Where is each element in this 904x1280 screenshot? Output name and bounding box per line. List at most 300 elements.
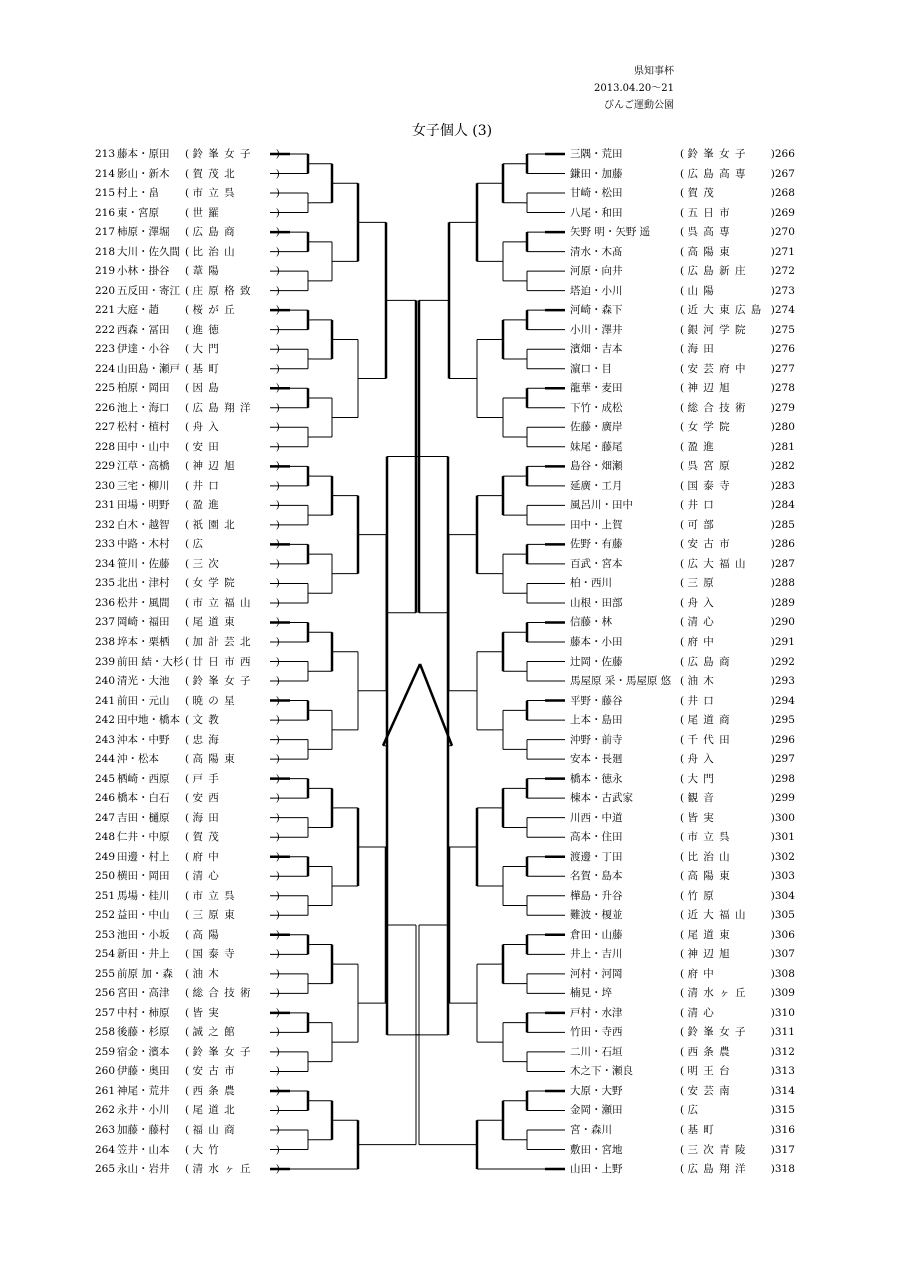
entry-seed: 245 xyxy=(95,772,116,785)
paren-close: ) xyxy=(272,245,280,258)
entry-row xyxy=(570,984,795,1002)
entry-row xyxy=(570,243,795,261)
entry-row xyxy=(570,867,795,885)
paren-close: ) xyxy=(272,148,280,160)
entry-seed: 275 xyxy=(774,323,795,336)
entry-row xyxy=(570,535,795,553)
entry-seed: 255 xyxy=(95,967,116,980)
entry-seed: 302 xyxy=(774,850,795,863)
entry-names: 小林・掛谷 xyxy=(117,265,170,278)
paren-close: ) xyxy=(767,1006,775,1019)
entry-names: 山田島・瀬戸 xyxy=(117,362,180,375)
paren-close: ) xyxy=(767,265,775,278)
entry-names: 柏・西川 xyxy=(570,577,612,590)
entry-seed: 283 xyxy=(774,479,795,492)
paren-close: ) xyxy=(767,1045,775,1058)
paren-open: ( xyxy=(185,518,193,531)
entry-names: 信藤・林 xyxy=(570,616,612,629)
entry-school: 三 次 xyxy=(192,557,220,570)
entry-row xyxy=(570,1121,795,1139)
paren-close: ) xyxy=(272,694,280,707)
paren-close: ) xyxy=(767,167,775,180)
entry-school: 庄 原 格 致 xyxy=(192,284,252,297)
entry-row xyxy=(95,1082,280,1100)
paren-close: ) xyxy=(767,1065,775,1078)
entry-seed: 236 xyxy=(95,596,116,609)
entry-seed: 265 xyxy=(95,1163,116,1176)
entry-school: 舟 入 xyxy=(192,421,220,434)
paren-open: ( xyxy=(680,616,688,629)
entry-school: 尾 道 北 xyxy=(192,1104,236,1117)
entry-school: 安 古 市 xyxy=(192,1065,236,1078)
event-name: 県知事杯 xyxy=(634,66,674,77)
entry-names: 池上・海口 xyxy=(117,401,170,414)
entry-seed: 257 xyxy=(95,1006,116,1019)
paren-open: ( xyxy=(185,967,193,980)
paren-close: ) xyxy=(767,577,775,590)
entry-school: 戸 手 xyxy=(192,772,220,785)
entry-row xyxy=(570,945,795,963)
entry-school: 府 中 xyxy=(687,967,715,980)
entry-seed: 299 xyxy=(774,792,795,805)
entry-seed: 233 xyxy=(95,538,116,551)
entry-seed: 281 xyxy=(774,440,795,453)
entry-names: 金岡・瀬田 xyxy=(570,1104,623,1117)
entry-seed: 304 xyxy=(774,889,795,902)
entry-names: 安本・長廻 xyxy=(570,753,623,766)
entry-row xyxy=(95,223,280,241)
entry-school: 進 徳 xyxy=(192,323,220,336)
paren-open: ( xyxy=(185,655,193,668)
entry-seed: 225 xyxy=(95,382,116,395)
entry-seed: 230 xyxy=(95,479,116,492)
entry-school: 井 口 xyxy=(687,694,715,707)
paren-open: ( xyxy=(680,1084,688,1097)
entry-school: 女 学 院 xyxy=(687,421,731,434)
entry-school: 三 原 xyxy=(687,577,715,590)
entry-school: 三 原 東 xyxy=(192,909,236,922)
entry-seed: 274 xyxy=(774,304,795,317)
paren-close: ) xyxy=(272,479,280,492)
entry-seed: 242 xyxy=(95,714,116,727)
entry-school: 皆 実 xyxy=(192,1006,220,1019)
entry-names: 八尾・和田 xyxy=(570,206,623,219)
entry-names: 二川・石垣 xyxy=(570,1045,623,1058)
entry-names: 加藤・藤村 xyxy=(117,1124,170,1136)
paren-close: ) xyxy=(767,1163,775,1176)
entry-names: 百武・宮本 xyxy=(570,557,623,570)
entry-seed: 229 xyxy=(95,460,116,473)
paren-close: ) xyxy=(767,1124,775,1136)
paren-close: ) xyxy=(767,1104,775,1117)
entry-school: 廿 日 市 西 xyxy=(192,655,252,668)
paren-close: ) xyxy=(272,187,280,200)
entry-seed: 263 xyxy=(95,1124,116,1136)
entry-school: 賀 茂 xyxy=(192,831,220,844)
paren-close: ) xyxy=(767,987,775,1000)
paren-close: ) xyxy=(272,557,280,570)
entry-row xyxy=(95,789,280,807)
paren-open: ( xyxy=(185,323,193,336)
entry-seed: 232 xyxy=(95,518,116,531)
entry-school: 鈴 峯 女 子 xyxy=(687,1026,747,1039)
entry-row xyxy=(570,1004,795,1022)
paren-close: ) xyxy=(272,284,280,297)
entry-school: 尾 道 東 xyxy=(687,928,731,941)
entry-seed: 216 xyxy=(95,206,116,219)
paren-close: ) xyxy=(767,1026,775,1039)
entry-school: 高 陽 東 xyxy=(687,245,731,258)
paren-close: ) xyxy=(767,889,775,902)
paren-close: ) xyxy=(767,382,775,395)
entry-seed: 264 xyxy=(95,1143,116,1156)
paren-open: ( xyxy=(185,1104,193,1117)
entry-names: 益田・中山 xyxy=(117,909,170,922)
entry-seed: 240 xyxy=(95,675,116,688)
entry-seed: 214 xyxy=(95,167,116,180)
entry-school: 観 音 xyxy=(687,792,715,805)
paren-open: ( xyxy=(185,928,193,941)
entry-school: 桜 が 丘 xyxy=(192,304,236,317)
entry-seed: 219 xyxy=(95,265,116,278)
paren-open: ( xyxy=(185,792,193,805)
entry-school: 千 代 田 xyxy=(687,733,731,746)
paren-open: ( xyxy=(680,538,688,551)
entry-seed: 221 xyxy=(95,304,116,317)
paren-open: ( xyxy=(185,616,193,629)
entry-school: 尾 道 商 xyxy=(687,714,731,727)
entry-row xyxy=(95,145,280,163)
entry-seed: 228 xyxy=(95,440,116,453)
paren-open: ( xyxy=(680,967,688,980)
entry-school: 市 立 呉 xyxy=(192,187,236,200)
entry-names: 渡邊・丁田 xyxy=(570,850,623,863)
entry-names: 田中・山中 xyxy=(117,440,170,453)
paren-close: ) xyxy=(767,850,775,863)
paren-close: ) xyxy=(767,636,775,648)
paren-open: ( xyxy=(680,1045,688,1058)
paren-open: ( xyxy=(185,577,193,590)
entry-seed: 285 xyxy=(774,518,795,531)
entry-seed: 227 xyxy=(95,421,116,434)
entry-seed: 241 xyxy=(95,694,116,707)
entry-row xyxy=(95,887,280,905)
entry-seed: 282 xyxy=(774,460,795,473)
entry-names: 五反田・寄江 xyxy=(117,284,180,297)
paren-close: ) xyxy=(272,792,280,805)
paren-open: ( xyxy=(185,1163,193,1176)
entry-school: 忠 海 xyxy=(192,733,220,746)
paren-open: ( xyxy=(185,499,193,512)
entry-row xyxy=(95,1160,280,1178)
entry-names: 横田・岡田 xyxy=(117,870,170,883)
entry-school: 広 島 翔 洋 xyxy=(687,1163,747,1176)
entry-seed: 223 xyxy=(95,343,116,356)
entry-school: 三 次 青 陵 xyxy=(687,1143,747,1156)
entry-row xyxy=(95,399,280,417)
entry-names: 新田・井上 xyxy=(117,948,170,961)
entry-school: 基 町 xyxy=(192,362,220,375)
paren-open: ( xyxy=(185,850,193,863)
entry-school: 文 教 xyxy=(192,714,220,727)
entry-names: 宮田・高津 xyxy=(117,987,170,1000)
paren-close: ) xyxy=(767,499,775,512)
entry-school: 加 計 芸 北 xyxy=(192,636,252,648)
paren-open: ( xyxy=(185,187,193,200)
entry-school: 西 条 農 xyxy=(687,1045,731,1058)
entry-row xyxy=(95,711,280,729)
paren-close: ) xyxy=(272,1163,280,1176)
entry-row xyxy=(95,867,280,885)
entry-names: 西森・冨田 xyxy=(117,323,170,336)
entry-seed: 218 xyxy=(95,245,116,258)
entry-school: 広 島 商 xyxy=(192,226,236,239)
entry-row xyxy=(95,750,280,768)
entry-seed: 243 xyxy=(95,733,116,746)
entry-names: 辻岡・佐藤 xyxy=(570,655,623,668)
entry-school: 清 水 ヶ 丘 xyxy=(687,987,747,1000)
entry-school: 舟 入 xyxy=(687,753,715,766)
paren-open: ( xyxy=(680,304,688,317)
paren-close: ) xyxy=(767,479,775,492)
entry-seed: 217 xyxy=(95,226,116,239)
entry-names: 上本・島田 xyxy=(570,714,623,727)
entry-names: 楠見・埣 xyxy=(570,987,612,1000)
entry-names: 佐野・有藤 xyxy=(570,538,623,551)
entry-names: 池田・小坂 xyxy=(117,928,170,941)
entry-school: 盈 進 xyxy=(192,499,220,512)
entry-school: 誠 之 館 xyxy=(192,1026,236,1039)
entry-row xyxy=(95,653,280,671)
entry-names: 三宅・柳川 xyxy=(117,479,170,492)
entry-row xyxy=(95,1043,280,1061)
entry-names: 沖・松本 xyxy=(117,753,159,766)
entry-names: 名賀・島本 xyxy=(570,870,623,883)
bracket-line xyxy=(383,664,420,746)
paren-close: ) xyxy=(272,1045,280,1058)
entry-seed: 258 xyxy=(95,1026,116,1039)
entry-row xyxy=(95,965,280,983)
entry-seed: 278 xyxy=(774,382,795,395)
paren-close: ) xyxy=(272,616,280,629)
entry-school: 広 島 高 専 xyxy=(687,167,747,180)
entry-seed: 306 xyxy=(774,928,795,941)
entry-row xyxy=(570,399,795,417)
entry-school: 広 xyxy=(687,1104,699,1117)
paren-open: ( xyxy=(680,362,688,375)
entry-seed: 253 xyxy=(95,928,116,941)
entry-school: 市 立 福 山 xyxy=(192,596,252,609)
paren-close: ) xyxy=(767,187,775,200)
entry-names: 田中・上賀 xyxy=(570,518,623,531)
entry-row xyxy=(95,1023,280,1041)
paren-open: ( xyxy=(185,675,193,688)
paren-close: ) xyxy=(272,382,280,395)
entry-row xyxy=(570,1141,795,1159)
entry-names: 延廣・工月 xyxy=(570,479,623,492)
entry-school: 神 辺 旭 xyxy=(687,382,731,395)
paren-close: ) xyxy=(767,733,775,746)
entry-row xyxy=(95,1062,280,1080)
entry-seed: 315 xyxy=(774,1104,795,1117)
entry-names: 江草・高橋 xyxy=(117,460,170,473)
entry-seed: 239 xyxy=(95,655,116,668)
entry-names: 伊藤・奥田 xyxy=(117,1065,170,1078)
entry-seed: 293 xyxy=(774,675,795,688)
paren-open: ( xyxy=(680,1026,688,1039)
entry-names: 橋本・白石 xyxy=(117,792,170,805)
entry-school: 呉 宮 原 xyxy=(687,460,731,473)
entry-row xyxy=(570,145,795,163)
entry-names: 戸村・水津 xyxy=(570,1006,623,1019)
entry-school: 葦 陽 xyxy=(192,265,220,278)
entry-seed: 244 xyxy=(95,753,116,766)
entry-row xyxy=(570,1101,795,1119)
paren-close: ) xyxy=(272,714,280,727)
entry-row xyxy=(95,848,280,866)
entry-row xyxy=(570,301,795,319)
paren-open: ( xyxy=(185,987,193,1000)
paren-close: ) xyxy=(272,577,280,590)
entry-names: 大川・佐久間 xyxy=(117,245,180,258)
entry-seed: 314 xyxy=(774,1084,795,1097)
entry-row xyxy=(570,1082,795,1100)
entry-school: 鈴 峯 女 子 xyxy=(192,148,252,160)
paren-open: ( xyxy=(680,1065,688,1078)
paren-close: ) xyxy=(272,909,280,922)
paren-close: ) xyxy=(272,753,280,766)
entry-names: 柏原・岡田 xyxy=(117,382,170,395)
entry-school: 安 古 市 xyxy=(687,538,731,551)
entry-seed: 234 xyxy=(95,557,116,570)
entry-names: 山田・上野 xyxy=(570,1163,623,1176)
paren-open: ( xyxy=(680,167,688,180)
entry-school: 総 合 技 術 xyxy=(192,987,252,1000)
entry-names: 村上・畠 xyxy=(117,187,159,200)
paren-close: ) xyxy=(767,870,775,883)
entry-school: 国 泰 寺 xyxy=(687,479,731,492)
paren-close: ) xyxy=(272,948,280,961)
entry-seed: 301 xyxy=(774,831,795,844)
entry-school: 西 条 農 xyxy=(192,1084,236,1097)
paren-open: ( xyxy=(680,1163,688,1176)
entry-names: 倉田・山藤 xyxy=(570,928,623,941)
entry-row xyxy=(570,574,795,592)
entry-school: 高 陽 xyxy=(192,928,220,941)
entry-school: 大 門 xyxy=(687,772,715,785)
entry-seed: 308 xyxy=(774,967,795,980)
entry-row xyxy=(570,1160,795,1178)
entry-school: 大 門 xyxy=(192,343,220,356)
event-venue: びんご運動公園 xyxy=(604,100,674,111)
entry-school: 神 辺 旭 xyxy=(687,948,731,961)
paren-close: ) xyxy=(767,421,775,434)
entry-names: 沖野・前寺 xyxy=(570,733,623,746)
entry-seed: 294 xyxy=(774,694,795,707)
paren-close: ) xyxy=(767,655,775,668)
entry-names: 松村・植村 xyxy=(117,421,170,434)
entry-row xyxy=(95,360,280,378)
paren-open: ( xyxy=(680,440,688,453)
entry-row xyxy=(95,906,280,924)
entry-school: 山 陽 xyxy=(687,284,715,297)
paren-open: ( xyxy=(680,694,688,707)
entry-school: 盈 進 xyxy=(687,440,715,453)
paren-open: ( xyxy=(680,460,688,473)
entry-names: 河村・河岡 xyxy=(570,967,623,980)
entry-row xyxy=(95,184,280,202)
entry-row xyxy=(570,496,795,514)
entry-row xyxy=(570,887,795,905)
entry-row xyxy=(570,555,795,573)
entry-seed: 215 xyxy=(95,187,116,200)
entry-school: 女 学 院 xyxy=(192,577,236,590)
paren-open: ( xyxy=(680,499,688,512)
entry-row xyxy=(95,770,280,788)
entry-names: 前田 結・大杉 xyxy=(117,655,184,668)
paren-close: ) xyxy=(272,362,280,375)
entry-names: 平野・藤谷 xyxy=(570,694,623,707)
entry-school: 市 立 呉 xyxy=(192,889,236,902)
entry-seed: 250 xyxy=(95,870,116,883)
entry-school: 油 木 xyxy=(192,967,220,980)
entry-names: 竹田・寺西 xyxy=(570,1026,623,1039)
paren-close: ) xyxy=(767,909,775,922)
entry-row xyxy=(570,848,795,866)
paren-open: ( xyxy=(680,479,688,492)
paren-open: ( xyxy=(185,401,193,414)
entry-names: 影山・新木 xyxy=(117,167,170,180)
entry-names: 前田・元山 xyxy=(117,694,170,707)
paren-open: ( xyxy=(680,343,688,356)
entry-row xyxy=(570,418,795,436)
entry-names: 濱畑・吉本 xyxy=(570,343,623,356)
paren-close: ) xyxy=(272,440,280,453)
entry-names: 柿原・澤堀 xyxy=(117,226,170,239)
entry-row xyxy=(570,692,795,710)
paren-close: ) xyxy=(272,596,280,609)
entry-names: 龍華・麦田 xyxy=(570,382,623,395)
entry-school: 広 島 商 xyxy=(687,655,731,668)
paren-close: ) xyxy=(767,792,775,805)
entry-row xyxy=(570,438,795,456)
paren-open: ( xyxy=(680,323,688,336)
entry-names: 前原 加・森 xyxy=(117,967,173,980)
entry-seed: 309 xyxy=(774,987,795,1000)
entry-row xyxy=(95,418,280,436)
entry-seed: 318 xyxy=(774,1163,795,1176)
entry-names: 河崎・森下 xyxy=(570,304,623,317)
paren-open: ( xyxy=(680,928,688,941)
paren-close: ) xyxy=(272,889,280,902)
entry-row xyxy=(95,926,280,944)
entry-names: 沖本・中野 xyxy=(117,733,170,746)
entry-seed: 246 xyxy=(95,792,116,805)
paren-close: ) xyxy=(272,499,280,512)
entry-row xyxy=(95,692,280,710)
entry-seed: 295 xyxy=(774,714,795,727)
paren-close: ) xyxy=(767,304,775,317)
entry-names: 藤本・原田 xyxy=(117,148,170,160)
entry-names: 中村・柿原 xyxy=(117,1006,170,1019)
entry-school: 安 芸 府 中 xyxy=(687,362,747,375)
entry-school: 清 心 xyxy=(687,1006,715,1019)
entry-row xyxy=(95,984,280,1002)
paren-open: ( xyxy=(185,1026,193,1039)
entry-row xyxy=(570,321,795,339)
entry-names: 後藤・杉原 xyxy=(117,1026,170,1039)
entry-row xyxy=(570,809,795,827)
